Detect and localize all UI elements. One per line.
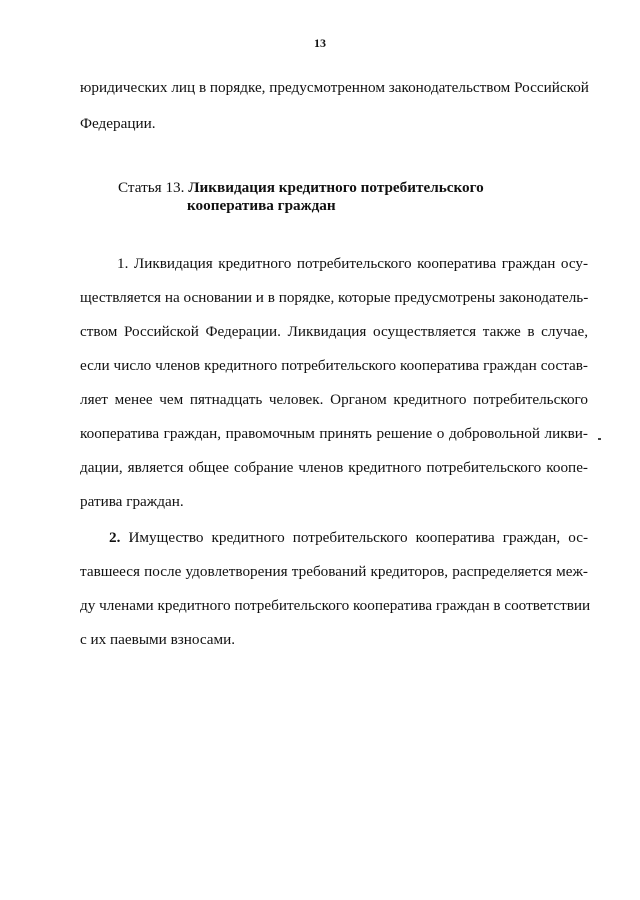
page-number: 13 — [314, 36, 326, 50]
paragraph-line: тавшееся после удовлетворения требований кредиторов, распределяется меж- — [80, 563, 588, 580]
paragraph-line: ществляется на основании и в порядке, которые предусмотрены законодатель- — [80, 289, 589, 306]
paragraph-line — [109, 530, 588, 545]
article-title-line2: кооператива граждан — [187, 197, 336, 214]
article-label: Статья 13. — [118, 179, 185, 196]
paragraph-line: кооператива граждан, правомочным принять решение о добровольной ликви- — [80, 425, 588, 442]
paragraph-line: дации, является общее собрание членов кредитного потребительского коопе- — [80, 459, 588, 476]
paragraph-line: ляет менее чем пятнадцать человек. Органом кредитного потребительского — [80, 391, 588, 408]
paragraph-number: 2. — [109, 529, 121, 546]
paragraph-text: Ликвидация кредитного потребительского кооператива граждан осу- — [133, 255, 589, 272]
paragraph-line: с их паевыми взносами. — [80, 631, 236, 648]
paragraph-line — [117, 256, 588, 271]
article-heading — [118, 180, 484, 195]
scan-speck — [598, 438, 601, 440]
paragraph-line: ством Российской Федерации. Ликвидация осуществляется также в случае, — [80, 323, 588, 340]
paragraph-line: ду членами кредитного потребительского кооператива граждан в соответствии — [80, 597, 591, 614]
paragraph-number: 1. — [117, 255, 129, 272]
text-line: юридических лиц в порядке, предусмотренном законодательством Российской — [80, 79, 589, 96]
paragraph-line: если число членов кредитного потребительского кооператива граждан состав- — [80, 357, 588, 374]
paragraph-text: Имущество кредитного потребительского кооператива граждан, ос- — [128, 529, 589, 546]
paragraph-line: ратива граждан. — [80, 493, 184, 510]
text-line: Федерации. — [80, 115, 156, 132]
article-title-line1: Ликвидация кредитного потребительского — [188, 179, 484, 196]
